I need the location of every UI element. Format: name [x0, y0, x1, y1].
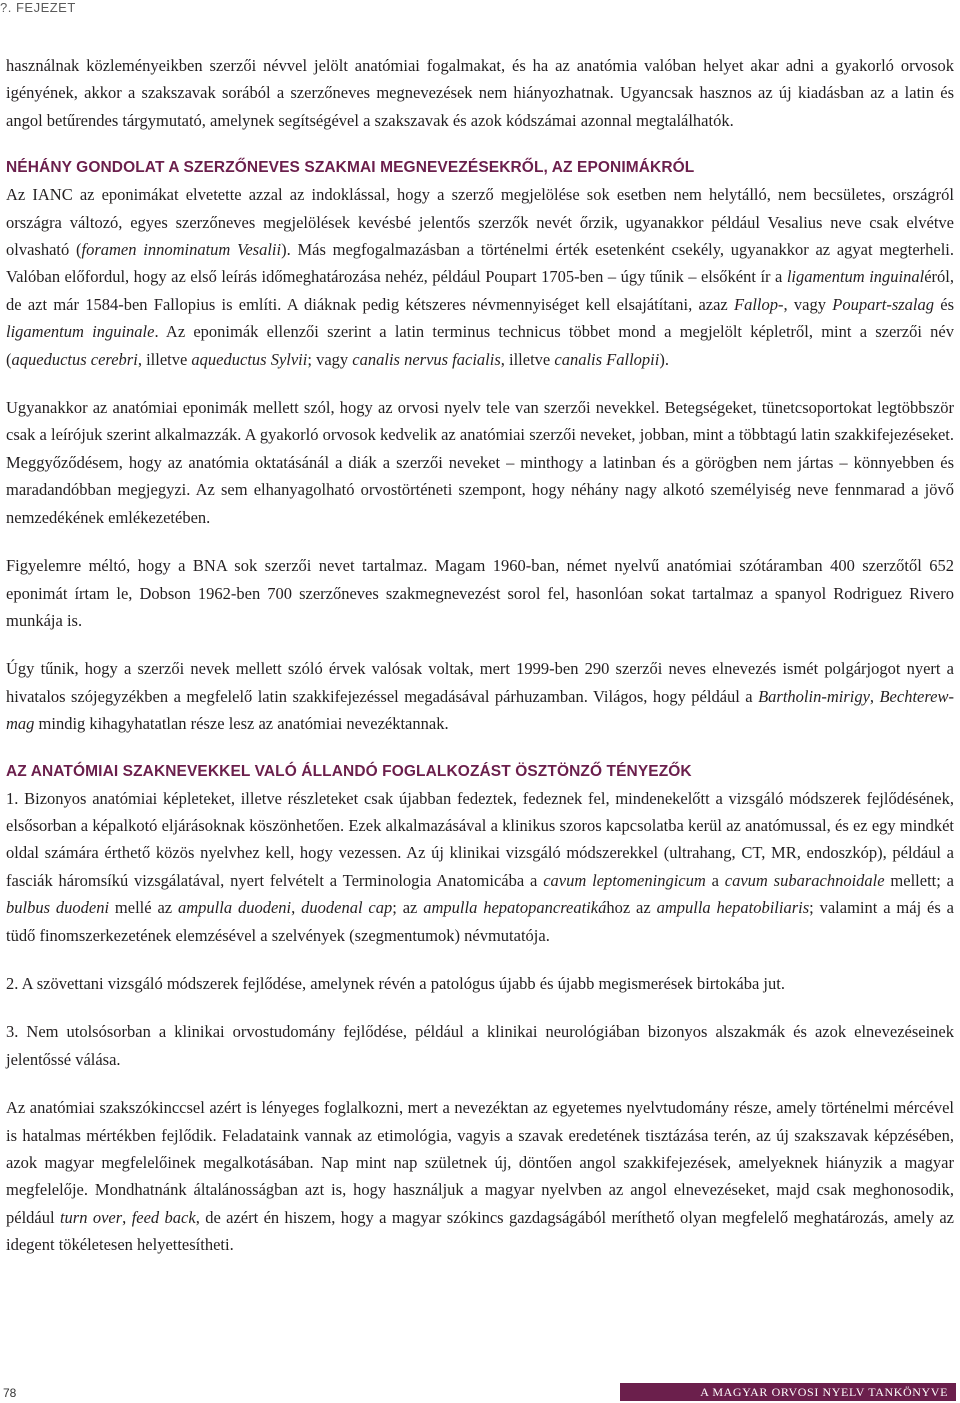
book-title-banner: A MAGYAR ORVOSI NYELV TANKÖNYVE — [620, 1383, 956, 1401]
section-heading-factors: AZ ANATÓMIAI SZAKNEVEKKEL VALÓ ÁLLANDÓ FOGLALKOZÁST ÖSZTÖNZŐ TÉNYEZŐK — [6, 762, 692, 780]
page-number: 78 — [3, 1386, 17, 1400]
paragraph-bna: Figyelemre méltó, hogy a BNA sok szerzői nevet tartalmaz. Magam 1960-ban, német nyelvű anatómiai szótáramban 400 szerzőtől 652 eponimát írtam le, Dobson 1962-ben 700 szerzőneves szakmegnevezést sorol fel, hasonlóan sokat tartalmaz a spanyol Rodriguez Rivero munkája is. — [6, 556, 954, 630]
paragraph-ianc: Az IANC az eponimákat elvetette azzal az indoklással, hogy a szerző megjelölése sok esetben nem helytálló, nem becsületes, országról országra változó, egyes szerzőneves megjelölések kevésbé jelentős szerzők nevét őrzik, ugyanakkor például Vesalius neve csak elvétve olvasható (foramen innominatum Vesalii). Más megfogalmazásban a történelmi érték esetenként csekély, ugyanakkor az agyat megterheli. Valóban előfordul, hogy az első leírás időmeghatározása nehéz, például Poupart 1705-ben – úgy tűnik – elsőként ír a ligamentum inguinaléról, de azt már 1584-ben Fallopius is említi. A diáknak pedig kétszeres névmennyiséget kell elsajátítani, azaz Fallop-, vagy Poupart-szalag és ligamentum inguinale. Az eponimák ellenzői szerint a latin terminus technicus többet mond a megjelölt képletről, mint a szerzői név (aqueductus cerebri, illetve aqueductus Sylvii; vagy canalis nervus facialis, illetve canalis Fallopii). — [6, 185, 955, 369]
paragraph-intro: használnak közleményeikben szerzői névvel jelölt anatómiai fogalmakat, és ha az anatómia valóban helyet akar adni a gyakorló orvosok igényének, akkor a szakszavak sorából a szerzőneves megnevezések nem hiányozhatnak. Ugyancsak hasznos az új kiadásban az a latin és angol betűrendes tárgymutató, amelynek segítségével a szakszavak és azok kódszámai azonnal megtalálhatók. — [6, 56, 954, 130]
paragraph-factor-2: 2. A szövettani vizsgáló módszerek fejlődése, amelynek révén a patológus újabb és újabb megismerések birtokába jut. — [6, 973, 785, 993]
paragraph-1999: Úgy tűnik, hogy a szerzői nevek mellett szóló érvek valósak voltak, mert 1999-ben 290 szerzői neves elnevezés ismét polgárjogot nyert a hivatalos szójegyzékben a megfelelő latin szakkifejezéssel megadásával párhuzamban. Világos, hogy például a Bartholin-mirigy, Bechterew-mag mindig kihagyhatatlan része lesz az anatómiai nevezéktannak. — [6, 659, 954, 734]
section-heading-eponyms: NÉHÁNY GONDOLAT A SZERZŐNEVES SZAKMAI MEGNEVEZÉSEKRŐL, AZ EPONIMÁKRÓL — [6, 159, 695, 177]
chapter-header: ?. FEJEZET — [0, 0, 76, 15]
paragraph-factor-3: 3. Nem utolsósorban a klinikai orvostudomány fejlődése, például a klinikai neurológiában bizonyos alszakmák és azok elnevezéseinek jelentőssé válása. — [6, 1022, 954, 1069]
page-body — [6, 52, 954, 1280]
paragraph-eponym-support: Ugyanakkor az anatómiai eponimák mellett szól, hogy az orvosi nyelv tele van szerzői nevekkel. Betegségeket, tünetcsoportokat legtöbbször csak a leírójuk szerint alkalmazzák. A gyakorló orvosok kedvelik az anatómiai szerzői neveket, jobban, mint a többtagú latin szakkifejezéseket. Meggyőződésem, hogy az anatómia oktatásánál a diák a szerzői neveket – minthogy a latinban és a görögben nem jártas – könnyebben és maradandóbban megjegyzi. Az sem elhanyagolható orvostörténeti szempont, hogy néhány nagy alkotó személyiség neve fennmarad a jövő nemzedékének emlékezetében. — [6, 398, 954, 527]
paragraph-conclusion: Az anatómiai szakszókinccsel azért is lényeges foglalkozni, mert a nevezéktan az egyetemes nyelvtudomány része, amely történelmi mércével is hatalmas mértékben fejlődik. Feladataink vannak az etimológia, vagyis a szavak eredetének tisztázása terén, az új szakszavak képzésében, azok magyar megfelelőinek megalkotásában. Nap mint nap születnek új, döntően angol szakkifejezések, amelyeknek hiányzik a magyar megfelelője. Mondhatnánk általánosságban azt is, hogy használjuk a magyar nyelvben az angol elnevezéseket, majd csak meghonosodik, például turn over, feed back, de azért én hiszem, hogy a magyar szókincs gazdagságából meríthető olyan megfelelő meghatározás, amely az idegent tökéletesen helyettesítheti. — [6, 1098, 954, 1255]
paragraph-factor-1: 1. Bizonyos anatómiai képleteket, illetve részleteket csak újabban fedeztek, fedeznek fel, mindenekelőtt a vizsgáló módszerek fejlődésének, elsősorban a képalkotó eljárásoknak köszönhetően. Ezek alkalmazásával a klinikus szoros kapcsolatba kerül az anatómussal, és ez egy mindkét oldal számára érthető közös nyelvhez kell, hogy vezessen. Az új klinikai vizsgáló módszerekkel (ultrahang, CT, MR, endoszkóp), például a fasciák háromsíkú vizsgálatával, nyert felvételt a Terminologia Anatomicába a cavum leptomeningicum a cavum subarachnoidale mellett; a bulbus duodeni mellé az ampulla duodeni, duodenal cap; az ampulla hepatopancreatikához az ampulla hepatobiliaris; valamint a máj és a tüdő finomszerkezetének elemzésével a szelvények (szegmentumok) névmutatója. — [6, 788, 955, 945]
